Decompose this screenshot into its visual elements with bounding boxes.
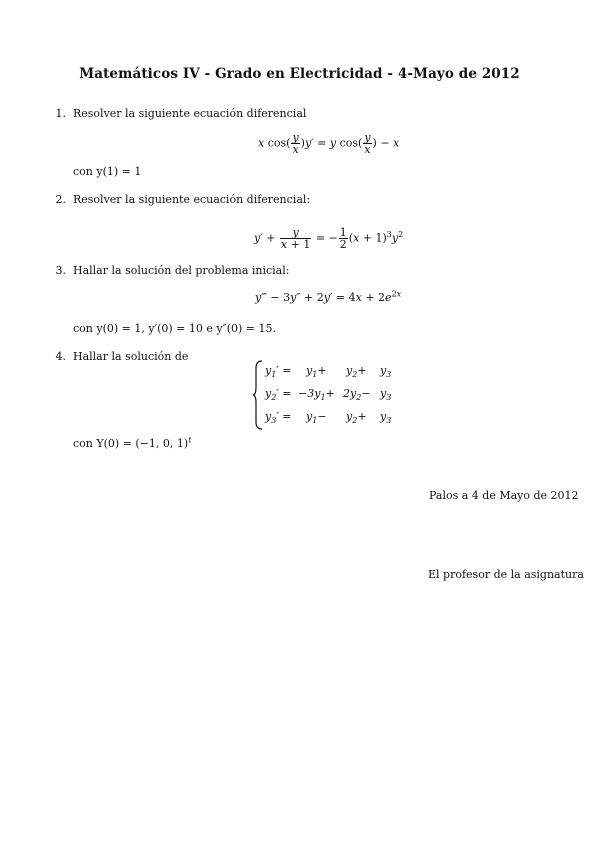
problem-3-number: 3. — [55, 264, 66, 277]
place-and-date: Palos a 4 de Mayo de 2012 — [429, 489, 579, 502]
problem-1-equation: x cos( $\frac{y}{x}$ )y′ = y cos( $\frac{y}{x}$ ) − x — [258, 131, 400, 156]
system-row-3-term-1: $y_1-$ — [306, 410, 327, 426]
problem-2-number: 2. — [55, 193, 66, 206]
problem-1-condition: con y(1) = 1 — [73, 165, 142, 178]
system-row-3-lhs: $y_3'$ = — [265, 410, 292, 426]
system-row-3-term-2: $y_2+$ — [346, 410, 367, 426]
system-row-1-term-2: $y_2+$ — [346, 364, 367, 380]
problem-1-text: Resolver la siguiente ecuación diferencial — [73, 107, 307, 120]
problem-3-equation: y‴ − $3y'' + 2y' = 4x + 2e^{2x}$ — [255, 289, 402, 304]
problem-4-number: 4. — [55, 350, 66, 363]
problem-2-equation: y′ + $\frac{y}{x + 1}$ = − $\frac{1}{2}$ $(x + 1)^3y^2$ — [254, 226, 404, 251]
problem-4-text: Hallar la solución de — [73, 350, 189, 363]
problem-2-text: Resolver la siguiente ecuación diferencial: — [73, 193, 311, 206]
document-title: Matemáticos IV - Grado en Electricidad - 4-Mayo de 2012 — [79, 66, 520, 82]
system-row-1-term-1: $y_1+$ — [306, 364, 327, 380]
system-row-1-lhs: $y_1'$ = — [265, 364, 292, 380]
problem-4-condition: con Y(0) = (−1, 0, 1)$^t$ — [73, 435, 192, 450]
problem-1-number: 1. — [55, 107, 66, 120]
problem-3-text: Hallar la solución del problema inicial: — [73, 264, 290, 277]
problem-3-condition: con y(0) = 1, y′(0) = 10 e y″(0) = 15. — [73, 322, 276, 335]
system-row-1-term-3: $y_3$ — [380, 364, 392, 380]
signature: El profesor de la asignatura — [428, 568, 584, 581]
system-row-2-lhs: $y_2'$ = — [265, 387, 292, 403]
system-row-2-term-3: $y_3$ — [380, 387, 392, 403]
system-brace — [252, 360, 264, 430]
system-row-3-term-3: $y_3$ — [380, 410, 392, 426]
system-row-2-term-2: $2y_2-$ — [343, 387, 371, 403]
system-row-2-term-1: $-3y_1+$ — [298, 387, 335, 403]
